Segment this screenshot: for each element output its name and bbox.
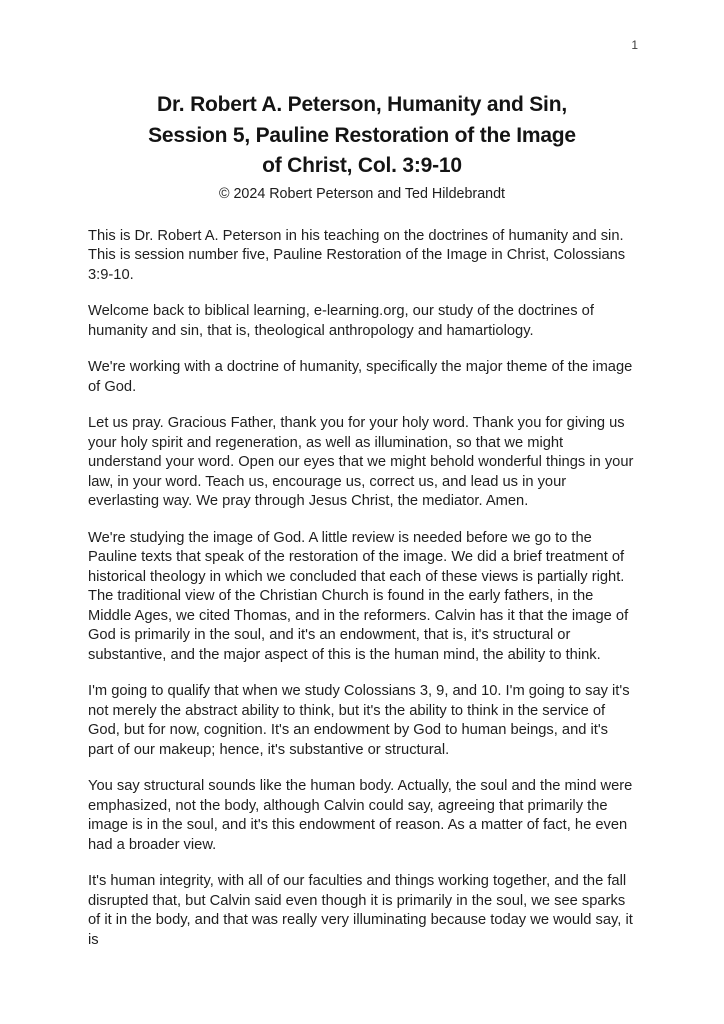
copyright-line: © 2024 Robert Peterson and Ted Hildebrandt [218, 185, 506, 202]
paragraph-5: We're studying the image of God. A little review is needed before we go to the Pauline texts that speak of the restoration of the image. We did a brief treatment of historical theology in which we concluded that each of these views is partially right. The traditional view of the Christian Church is found in the early fathers, in the Middle Ages, we cited Thomas, and in the reformers. Calvin has it that the image of God is primarily in the soul, and it's an endowment, that is, it's structural or substantive, and the major aspect of this is the human mind, the ability to think. [88, 529, 629, 663]
page-content [88, 0, 636, 967]
paragraph-8: It's human integrity, with all of our faculties and things working together, and the fall disrupted that, but Calvin said even though it is primarily in the soul, we see sparks of it in the body, and that was really very illuminating because today we would say, it is [88, 873, 633, 948]
paragraph-2: Welcome back to biblical learning, e-learning.org, our study of the doctrines of humanity and sin, that is, theological anthropology and hamartiology. [88, 303, 594, 339]
paragraph-7: You say structural sounds like the human body. Actually, the soul and the mind were emphasized, not the body, although Calvin could say, agreeing that primarily the image is in the soul, and it's this endowment of reason. As a matter of fact, he even had a broader view. [88, 778, 633, 853]
paragraph-3: We're working with a doctrine of humanity, specifically the major theme of the image of God. [88, 359, 633, 395]
transcript-body [88, 227, 636, 951]
page-number: 1 [631, 38, 638, 52]
paragraph-6: I'm going to qualify that when we study Colossians 3, 9, and 10. I'm going to say it's not merely the abstract ability to think, but it's the ability to think in the service of God, but for now, cognition. It's an endowment by God to human beings, and it's part of our makeup; hence, it's substantive or structural. [88, 683, 630, 758]
paragraph-4: Let us pray. Gracious Father, thank you for your holy word. Thank you for giving us your holy spirit and regeneration, as well as illumination, so that we might understand your word. Open our eyes that we might behold wonderful things in your law, in your word. Teach us, encourage us, correct us, and lead us in your everlasting way. We pray through Jesus Christ, the mediator. Amen. [88, 415, 634, 509]
document-title-line-1: Dr. Robert A. Peterson, Humanity and Sin, [157, 93, 567, 116]
document-title-line-3: of Christ, Col. 3:9-10 [262, 154, 462, 177]
document-title-line-2: Session 5, Pauline Restoration of the Image [148, 123, 576, 147]
document-title [88, 90, 636, 182]
paragraph-1: This is Dr. Robert A. Peterson in his teaching on the doctrines of humanity and sin. This is session number five, Pauline Restoration of the Image in Christ, Colossians 3:9-10. [88, 227, 626, 283]
